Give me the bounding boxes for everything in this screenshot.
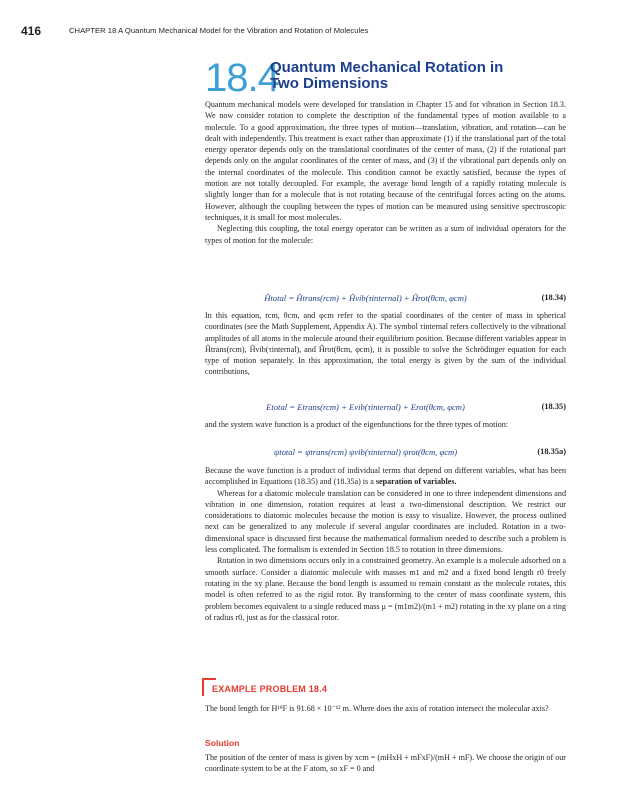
- equation-18-35a: [205, 447, 566, 461]
- equation-label: (18.35a): [537, 447, 566, 456]
- section-number: 18.4: [205, 56, 279, 100]
- equation-label: (18.35): [541, 402, 566, 411]
- page-header: [21, 24, 606, 40]
- equation-18-34: [205, 293, 566, 307]
- example-question: The bond length for H¹⁹F is 91.68 × 10⁻¹² m. Where does the axis of rotation intersect the molecular axis?: [205, 704, 549, 713]
- solution-label: Solution: [205, 738, 240, 748]
- example-accent-bar: [202, 678, 204, 696]
- equation-body: Etotal = Etrans(rcm) + Evib(τinternal) + Erot(θcm, φcm): [266, 402, 465, 412]
- equation-label: (18.34): [541, 293, 566, 302]
- section-title-line1: Quantum Mechanical Rotation in: [270, 59, 504, 76]
- paragraph-variables: In this equation, rcm, θcm, and φcm refer to the spatial coordinates of the center of mass in spherical coordinates (see the Math Supplement, Appendix A). The symbol τinternal refers collectively to the vibrational amplitudes of all atoms in the molecule around their equilibrium position. Because different variables appear in Ĥtrans(rcm), Ĥvib(τinternal), and Ĥrot(θcm, φcm), it is possible to solve the Schrödinger equation for each type of motion separately. In this approximation, the total energy is given by the sum of the individual contributions,: [205, 311, 566, 377]
- body-block-1: [205, 99, 566, 246]
- paragraph-diatomic: Whereas for a diatomic molecule translation can be considered in one to three independent dimensions and vibration in one dimension, rotation requires at least a two-dimensional description. We restrict our considerations to diatomic molecules because the motion is easy to visualize. However, the process outlined next can be generalized to any molecule if several angular coordinates are included. Rotation in a two-dimensional space is discussed first because the mathematical formalism needed to describe such a problem is less complicated. The formalism is extended in Section 18.5 to rotation in three dimensions.: [205, 488, 566, 555]
- page-number: 416: [21, 24, 42, 38]
- body-block-4: [205, 465, 566, 623]
- solution-block: [205, 752, 566, 775]
- separation-bold: separation of variables.: [375, 477, 457, 487]
- example-title: EXAMPLE PROBLEM 18.4: [212, 684, 328, 694]
- paragraph-coupling: Neglecting this coupling, the total energy operator can be written as a sum of individual operators for the types of motion for the molecule:: [205, 224, 566, 245]
- solution-text: The position of the center of mass is given by xcm = (mHxH + mFxF)/(mH + mF). We choose the origin of our coordinate system to be at the F atom, so xF = 0 and: [205, 753, 566, 774]
- equation-body: ψtotal = ψtrans(rcm) ψvib(τinternal) ψrot(θcm, φcm): [273, 447, 458, 457]
- paragraph-rotation-2d: Rotation in two dimensions occurs only in a constrained geometry. An example is a molecule adsorbed on a smooth surface. Consider a diatomic molecule with masses m1 and m2 and a fixed bond length r0 freely rotating in the xy plane. Because the bond length is assumed to remain constant as the molecule rotates, this model is often referred to as the rigid rotor. By transforming to the center of mass coordinate system, this problem becomes equivalent to a single reduced mass μ = (m1m2)/(m1 + m2) rotating in the xy plane on a ring of radius r0, just as for the classical rotor.: [205, 556, 566, 622]
- section-title: [270, 60, 570, 92]
- running-title: CHAPTER 18 A Quantum Mechanical Model for the Vibration and Rotation of Molecules: [69, 26, 369, 35]
- example-accent-line: [202, 678, 216, 680]
- paragraph-separation: [205, 465, 566, 488]
- body-block-3: [205, 419, 566, 430]
- equation-body: Ĥtotal = Ĥtrans(rcm) + Ĥvib(τinternal) + Ĥrot(θcm, φcm): [264, 293, 467, 303]
- paragraph-intro: Quantum mechanical models were developed for translation in Chapter 15 and for vibration in Section 18.3. We now consider rotation to complete the description of the fundamental types of motion available to a molecule. To a good approximation, the three types of motion—translation, vibration, and rotation—can be dealt with independently. This treatment is exact rather than approximate (1) if the translational part of the total energy operator depends only on the translational coordinates of the center of mass, (2) if the rotational part depends only on the angular coordinates of the center of mass, and (3) if the vibrational part depends only on the internal coordinates of the molecule. This condition cannot be exactly satisfied, because the types of motion are not totally decoupled. For example, the average bond length of a rapidly rotating molecule is slightly longer than for a molecule that is not rotating because of the centrifugal forces acting on the atoms. However, although the coupling between the types of motion can be measured using sensitive spectroscopic techniques, it is small for most molecules.: [205, 100, 566, 222]
- example-question-block: [205, 703, 566, 714]
- paragraph-wavefunction: and the system wave function is a product of the eigenfunctions for the three types of motion:: [205, 420, 508, 429]
- separation-text: Because the wave function is a product of individual terms that depend on different variables, what has been accomplished in Equations (18.35) and (18.35a) is a: [205, 466, 566, 487]
- equation-18-35: [205, 402, 566, 416]
- section-title-line2: Two Dimensions: [270, 75, 389, 92]
- body-block-2: [205, 310, 566, 378]
